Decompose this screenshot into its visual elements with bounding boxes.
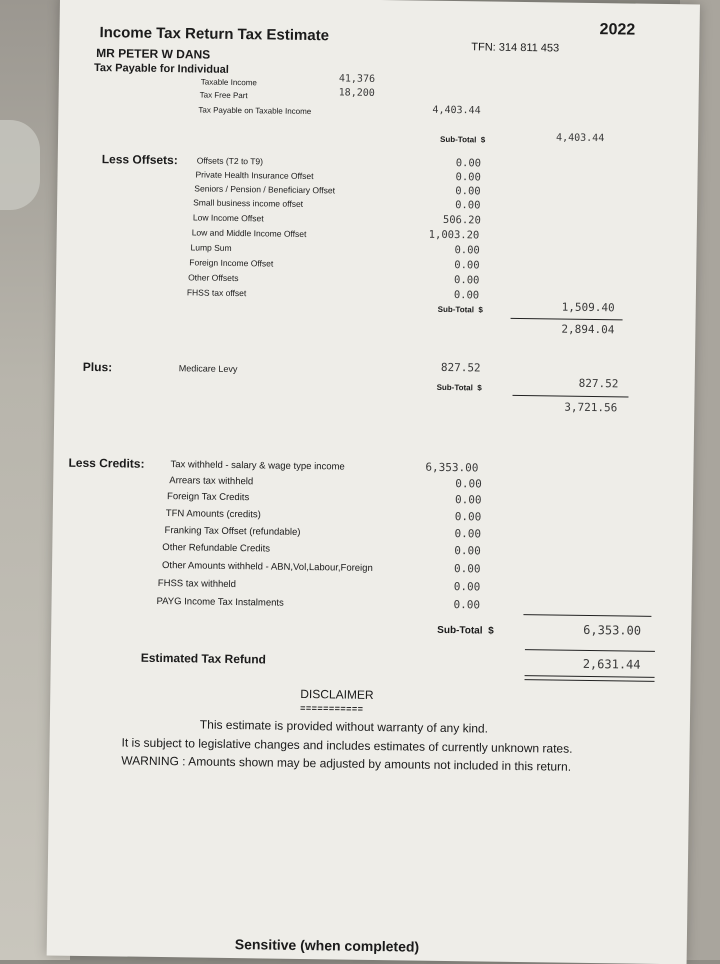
credits-subtotal-value: 6,353.00 (583, 622, 642, 638)
offset-item-label: Other Offsets (188, 272, 239, 284)
offset-item-label: Private Health Insurance Offset (195, 169, 314, 182)
credit-item-label: Other Refundable Credits (162, 542, 271, 555)
medicare-levy-label: Medicare Levy (178, 363, 238, 375)
tax-payable-label: Tax Payable on Taxable Income (198, 105, 312, 117)
credit-item-label: FHSS tax withheld (157, 577, 237, 591)
section-heading: Tax Payable for Individual (93, 62, 229, 76)
offset-item-value: 0.00 (454, 244, 480, 257)
taxpayer-name: MR PETER W DANS (96, 46, 211, 62)
offsets-subtotal-value: 1,509.40 (561, 300, 615, 315)
plus-subtotal-label: Sub-Total $ (436, 382, 482, 393)
disclaimer-line-2: It is subject to legislative changes and includes estimates of currently unknown rates. (121, 735, 573, 756)
credit-item-value: 0.00 (455, 477, 482, 491)
offset-item-label: Low Income Offset (192, 212, 264, 224)
refund-double-rule (525, 675, 655, 682)
credit-item-label: Tax withheld - salary & wage type income (170, 459, 345, 473)
background-cloth (0, 120, 40, 210)
tax-free-value: 18,200 (338, 87, 375, 99)
offset-item-label: Foreign Income Offset (189, 257, 274, 269)
credit-item-label: Other Amounts withheld - ABN,Vol,Labour,Foreign (162, 560, 373, 574)
taxable-income-value: 41,376 (338, 73, 376, 85)
disclaimer-rule: =========== (300, 702, 364, 714)
plus-result-value: 3,721.56 (564, 400, 618, 415)
refund-label: Estimated Tax Refund (140, 650, 267, 667)
document-title: Income Tax Return Tax Estimate (99, 24, 330, 45)
offset-item-value: 1,003.20 (428, 228, 480, 242)
tax-payable-value: 4,403.44 (432, 104, 481, 117)
credit-item-value: 0.00 (454, 527, 482, 541)
plus-heading: Plus: (82, 359, 113, 375)
offsets-subtotal-label: Sub-Total $ (437, 304, 483, 315)
offset-item-label: Offsets (T2 to T9) (196, 155, 264, 167)
credit-item-label: TFN Amounts (credits) (165, 508, 261, 521)
credits-list (60, 0, 700, 4)
credits-top-rule (523, 614, 651, 617)
tax-payable-subtotal-value: 4,403.44 (556, 132, 605, 145)
offsets-heading: Less Offsets: (101, 152, 178, 168)
offset-item-value: 0.00 (455, 171, 481, 184)
credit-item-value: 0.00 (454, 493, 482, 507)
offsets-result-value: 2,894.04 (561, 322, 615, 337)
tax-free-label: Tax Free Part (199, 90, 248, 101)
credits-subtotal-label: Sub-Total $ (437, 624, 494, 637)
document-year: 2022 (599, 21, 636, 39)
offset-item-label: Low and Middle Income Offset (191, 227, 307, 239)
offset-item-value: 0.00 (453, 289, 480, 302)
sensitivity-footer: Sensitive (when completed) (234, 936, 420, 955)
offset-item-label: Small business income offset (193, 197, 304, 209)
medicare-levy-value: 827.52 (440, 360, 481, 375)
tax-payable-subtotal-label: Sub-Total $ (439, 134, 486, 145)
credit-item-label: Foreign Tax Credits (166, 491, 250, 504)
disclaimer-heading: DISCLAIMER (300, 686, 374, 702)
tax-estimate-document (47, 0, 700, 964)
credits-subtotal-rule (525, 649, 655, 652)
credit-item-value: 0.00 (454, 510, 482, 524)
plus-subtotal-value: 827.52 (578, 376, 619, 391)
offset-item-value: 506.20 (442, 213, 481, 227)
disclaimer-line-3: WARNING : Amounts shown may be adjusted by amounts not included in this return. (121, 753, 572, 774)
credit-item-value: 0.00 (453, 562, 481, 576)
offset-item-value: 0.00 (455, 157, 482, 170)
offsets-list (60, 0, 700, 4)
credit-item-label: Arrears tax withheld (169, 475, 254, 488)
credit-item-value: 0.00 (453, 598, 481, 612)
offset-item-value: 0.00 (455, 185, 481, 198)
disclaimer-line-1: This estimate is provided without warranty of any kind. (199, 717, 489, 736)
credits-heading: Less Credits: (68, 455, 145, 471)
offset-item-label: Lump Sum (190, 242, 232, 253)
tfn-number: TFN: 314 811 453 (471, 41, 560, 55)
refund-value: 2,631.44 (582, 656, 641, 672)
offset-item-value: 0.00 (454, 259, 480, 272)
credit-item-value: 0.00 (453, 580, 481, 594)
credit-item-label: Franking Tax Offset (refundable) (164, 525, 301, 538)
offset-item-value: 0.00 (455, 199, 481, 212)
offset-item-value: 0.00 (454, 274, 480, 287)
credit-item-value: 0.00 (454, 544, 481, 558)
credit-item-label: PAYG Income Tax Instalments (156, 595, 284, 609)
offset-item-label: FHSS tax offset (186, 287, 247, 299)
offsets-subtotal-rule (511, 318, 623, 321)
plus-subtotal-rule (512, 395, 628, 398)
taxable-income-label: Taxable Income (200, 77, 257, 88)
offset-item-label: Seniors / Pension / Beneficiary Offset (194, 183, 336, 196)
credit-item-value: 6,353.00 (425, 460, 479, 475)
